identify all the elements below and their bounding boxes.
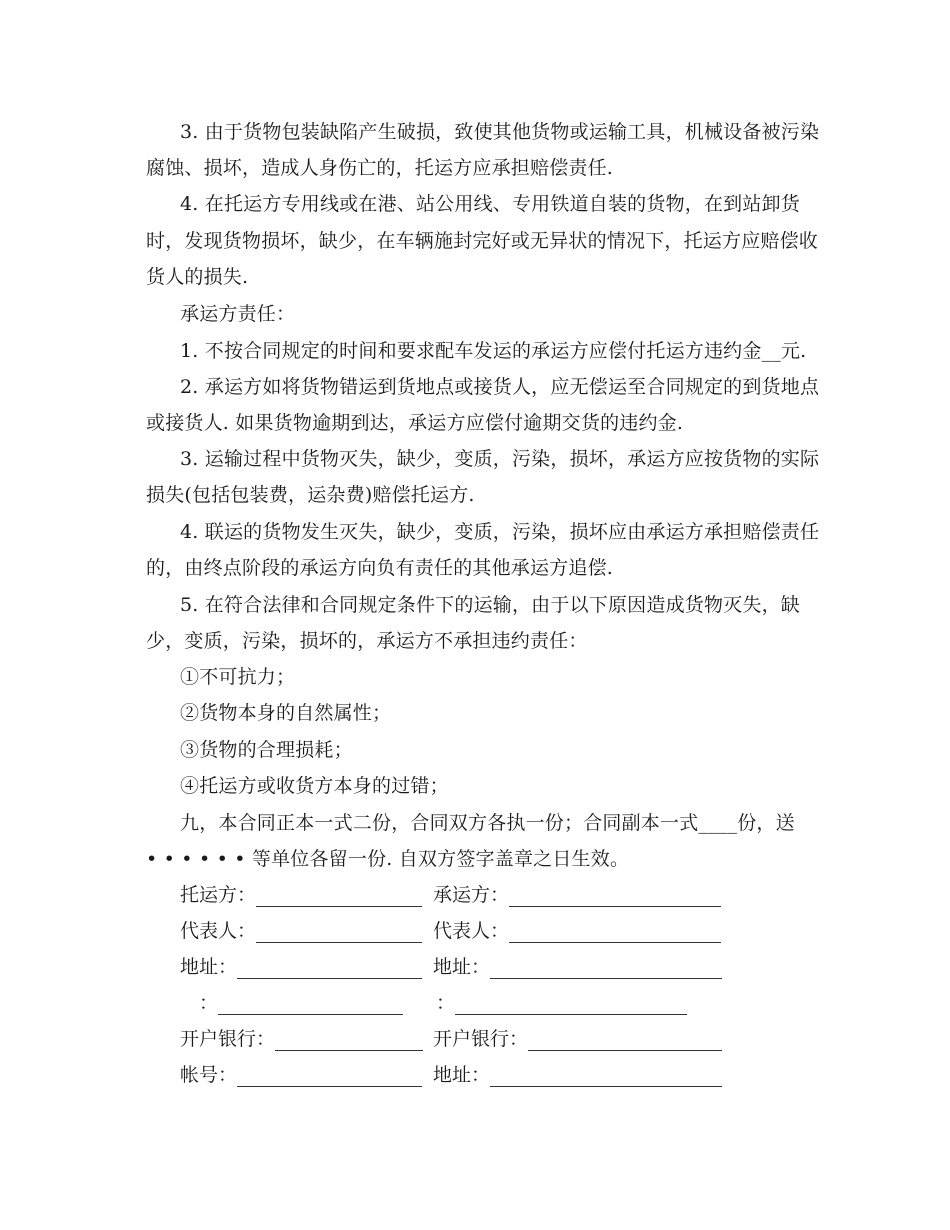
paragraph-line: 或接货人. 如果货物逾期到达，承运方应偿付逾期交货的违约金. (146, 412, 684, 434)
section-heading: 承运方责任： (180, 303, 296, 325)
signature-row (180, 919, 740, 945)
field-label: 开户银行： (433, 1028, 529, 1050)
signature-field-left (180, 1063, 422, 1089)
paragraph-line: 5. 在符合法律和合同规定条件下的运输，由于以下原因造成货物灭失，缺 (180, 594, 800, 616)
paragraph-line: 货人的损失. (146, 266, 249, 288)
signature-field-left (180, 919, 422, 945)
signature-field-right (433, 1063, 722, 1089)
blank-line (490, 1066, 722, 1087)
signature-field-right (433, 919, 721, 945)
signature-row (180, 991, 740, 1017)
paragraph-line: 3. 由于货物包装缺陷产生破损，致使其他货物或运输工具，机械设备被污染 (180, 121, 820, 143)
field-label: 代表人： (433, 920, 510, 942)
field-label: 地址： (180, 956, 238, 978)
field-label: 托运方： (180, 884, 257, 906)
signature-row (180, 883, 740, 909)
blank-line (237, 958, 422, 979)
blank-line (256, 922, 422, 943)
field-label: 帐号： (180, 1064, 238, 1086)
blank-line (218, 994, 403, 1015)
field-label: 开户银行： (180, 1028, 276, 1050)
signature-field-right (433, 955, 722, 981)
signature-row (180, 1027, 740, 1053)
field-label: ： (436, 992, 456, 1014)
blank-line (275, 1030, 423, 1051)
paragraph-line: 2. 承运方如将货物错运到货地点或接货人，应无偿运至合同规定的到货地点 (180, 376, 820, 398)
blank-line (455, 994, 687, 1015)
field-label: 地址： (433, 956, 491, 978)
paragraph-line: 3. 运输过程中货物灭失，缺少，变质，污染，损坏，承运方应按货物的实际 (180, 448, 820, 470)
field-label: 承运方： (433, 884, 510, 906)
paragraph-line: 时，发现货物损坏，缺少，在车辆施封完好或无异状的情况下，托运方应赔偿收 (146, 230, 819, 252)
field-label: 代表人： (180, 920, 257, 942)
blank-line (237, 1066, 422, 1087)
field-label: ： (180, 992, 219, 1014)
paragraph-line: 九，本合同正本一式二份，合同双方各执一份；合同副本一式____份，送 (180, 812, 795, 834)
signature-field-left (180, 955, 422, 981)
paragraph-line: 4. 在托运方专用线或在港、站公用线、专用铁道自装的货物，在到站卸货 (180, 193, 800, 215)
paragraph-line: 1. 不按合同规定的时间和要求配车发运的承运方应偿付托运方违约金__元. (180, 340, 807, 362)
paragraph-line: 少，变质，污染，损坏的，承运方不承担违约责任： (146, 630, 588, 652)
signature-field-left (180, 991, 403, 1017)
signature-field-right (433, 883, 721, 909)
paragraph-line: 腐蚀、损坏，造成人身伤亡的，托运方应承担赔偿责任. (146, 157, 614, 179)
signature-field-left (180, 1027, 423, 1053)
list-item: ②货物本身的自然属性； (180, 702, 392, 724)
paragraph-line: 损失(包括包装费，运杂费)赔偿托运方. (146, 484, 475, 506)
signature-field-right (436, 991, 687, 1017)
paragraph-line: 的，由终点阶段的承运方向负有责任的其他承运方追偿. (146, 557, 614, 579)
paragraph-line: 4. 联运的货物发生灭失，缺少，变质，污染，损坏应由承运方承担赔偿责任 (180, 521, 820, 543)
list-item: ④托运方或收货方本身的过错； (180, 775, 449, 797)
field-label: 地址： (433, 1064, 491, 1086)
signature-field-right (433, 1027, 722, 1053)
blank-line (528, 1030, 722, 1051)
signature-field-left (180, 883, 422, 909)
signature-row (180, 955, 740, 981)
blank-line (256, 886, 422, 907)
blank-line (509, 922, 721, 943)
paragraph-line: • • • • • • 等单位各留一份. 自双方签字盖章之日生效。 (146, 848, 630, 870)
list-item: ①不可抗力； (180, 666, 296, 688)
signature-row (180, 1063, 740, 1089)
list-item: ③货物的合理损耗； (180, 739, 353, 761)
blank-line (509, 886, 721, 907)
blank-line (490, 958, 722, 979)
